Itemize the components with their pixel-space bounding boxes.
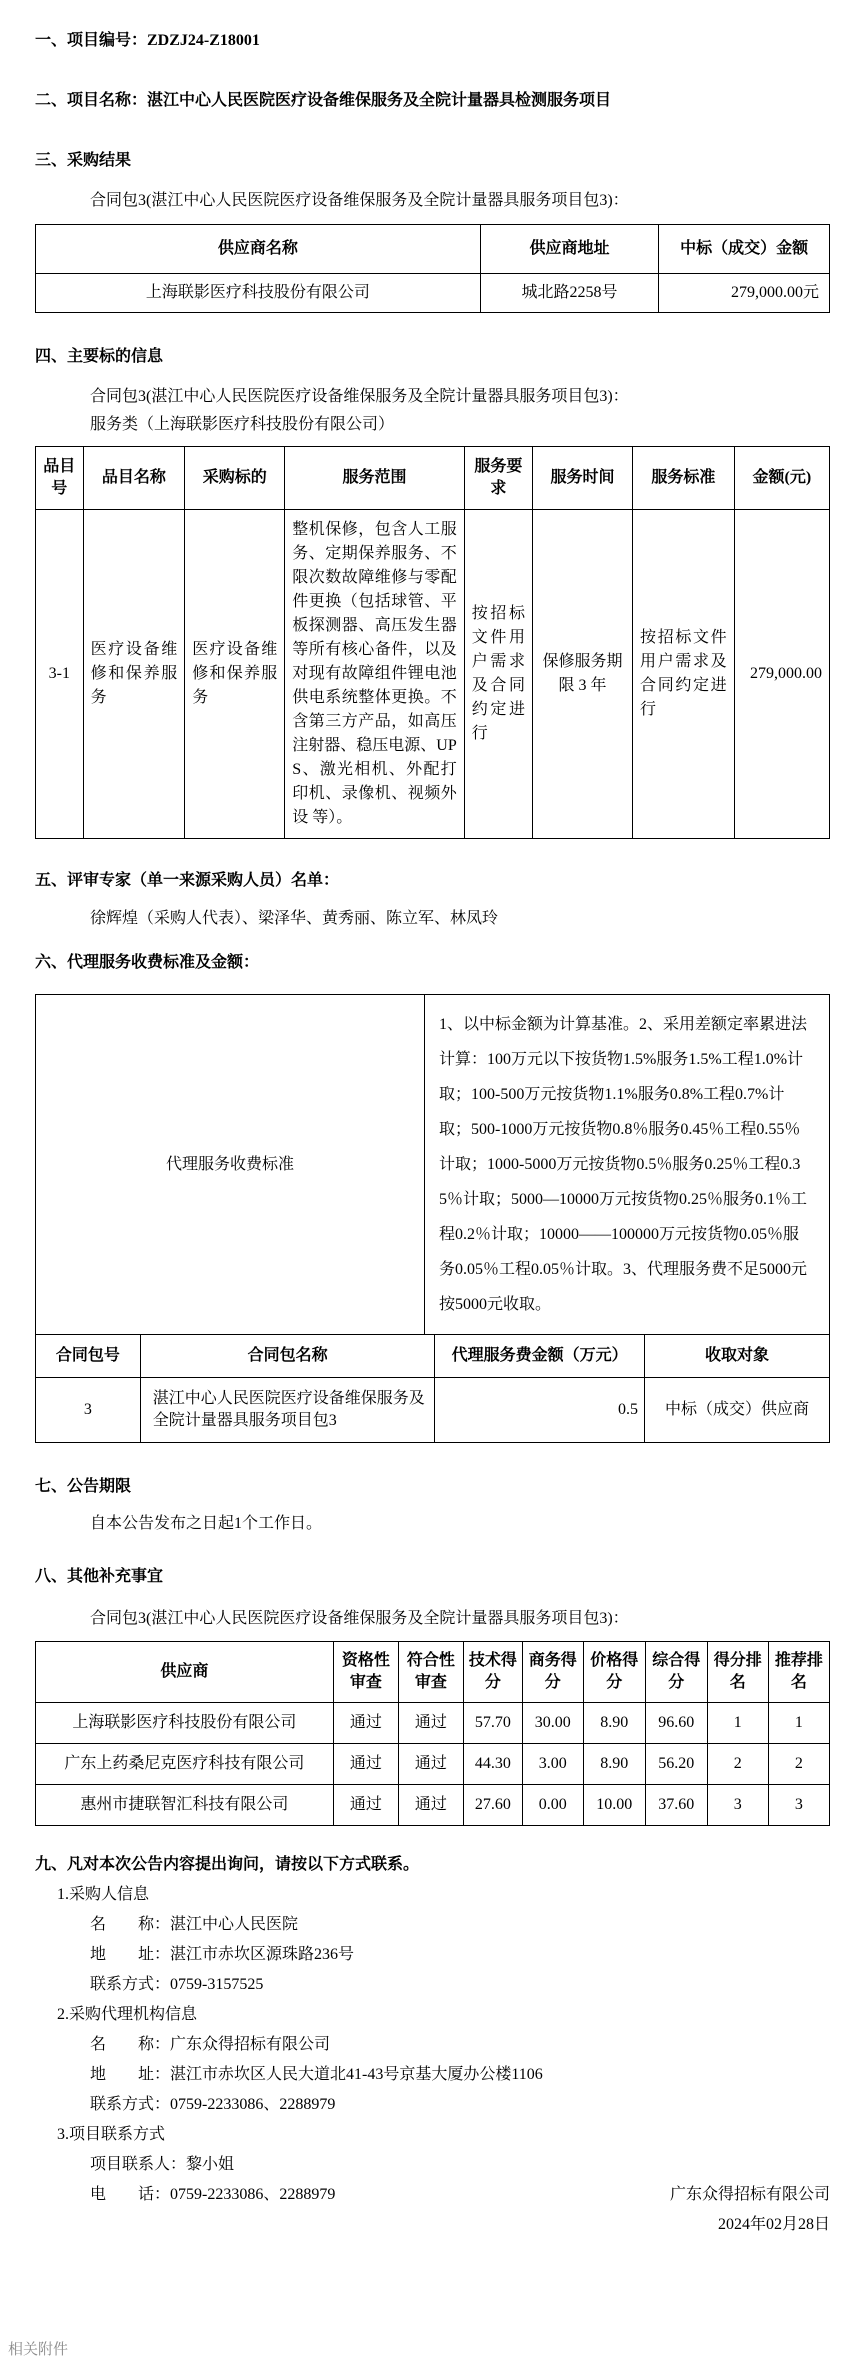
price-score-cell: 8.90 <box>583 1703 645 1744</box>
purchaser-info-title: 1.采购人信息 <box>57 1886 150 1903</box>
qualification-review-cell: 通过 <box>333 1785 398 1826</box>
column-header: 合同包名称 <box>140 1335 435 1378</box>
table-row <box>36 1378 830 1443</box>
business-score-cell: 3.00 <box>522 1744 583 1785</box>
conformity-review-cell: 通过 <box>398 1744 463 1785</box>
supplier-address-cell: 城北路2258号 <box>480 274 659 313</box>
package-number-cell: 3 <box>36 1378 141 1443</box>
technical-score-cell: 44.30 <box>463 1744 522 1785</box>
section-6-heading: 六、代理服务收费标准及金额： <box>35 954 260 971</box>
footer-date: 2024年02月28日 <box>717 2216 830 2233</box>
section-9-heading: 九、凡对本次公告内容提出询问，请按以下方式联系。 <box>35 1856 420 1873</box>
footer-company-name: 广东众得招标有限公司 <box>669 2186 830 2203</box>
agency-fee-standard-table <box>35 994 830 1335</box>
purchaser-name: 名 称：湛江中心人民医院 <box>90 1916 299 1933</box>
table-header-row <box>36 1335 830 1378</box>
project-contact-person: 项目联系人：黎小姐 <box>90 2156 235 2173</box>
agency-address: 地 址：湛江市赤坎区人民大道北41-43号京基大厦办公楼1106 <box>90 2066 543 2083</box>
column-header: 推荐排名 <box>768 1642 829 1703</box>
item-number-cell: 3-1 <box>36 510 84 839</box>
qualification-review-cell: 通过 <box>333 1703 398 1744</box>
section-4-package-line: 合同包3(湛江中心人民医院医疗设备维保服务及全院计量器具服务项目包3)： <box>90 388 629 405</box>
section-4-heading: 四、主要标的信息 <box>35 348 164 365</box>
score-rank-cell: 1 <box>707 1703 768 1744</box>
procurement-result-table <box>35 224 830 313</box>
table-row <box>36 1744 830 1785</box>
section-8-heading: 八、其他补充事宜 <box>35 1568 164 1585</box>
supplier-name-cell: 广东上药桑尼克医疗科技有限公司 <box>36 1744 334 1785</box>
award-amount-cell: 279,000.00元 <box>659 274 830 313</box>
attachment-link[interactable]: 相关附件 <box>8 2342 69 2358</box>
column-header: 供应商 <box>36 1642 334 1703</box>
total-score-cell: 96.60 <box>645 1703 707 1744</box>
item-name-cell: 医疗设备维修和保养服务 <box>83 510 185 839</box>
qualification-review-cell: 通过 <box>333 1744 398 1785</box>
fee-payer-cell: 中标（成交）供应商 <box>644 1378 829 1443</box>
column-header: 合同包号 <box>36 1335 141 1378</box>
section-3-package-line: 合同包3(湛江中心人民医院医疗设备维保服务及全院计量器具服务项目包3)： <box>90 192 629 209</box>
purchaser-contact: 联系方式：0759-3157525 <box>90 1976 264 1993</box>
supplier-name-cell: 上海联影医疗科技股份有限公司 <box>36 1703 334 1744</box>
column-header: 品目号 <box>36 447 84 510</box>
column-header: 得分排名 <box>707 1642 768 1703</box>
table-row <box>36 274 830 313</box>
column-header: 符合性审查 <box>398 1642 463 1703</box>
fee-standard-label-cell: 代理服务收费标准 <box>36 995 425 1335</box>
table-row <box>36 510 830 839</box>
amount-cell: 279,000.00 <box>734 510 829 839</box>
agency-fee-amount-cell: 0.5 <box>435 1378 645 1443</box>
score-rank-cell: 2 <box>707 1744 768 1785</box>
agency-info-title: 2.采购代理机构信息 <box>57 2006 198 2023</box>
conformity-review-cell: 通过 <box>398 1785 463 1826</box>
service-time-cell: 保修服务期限 3 年 <box>533 510 633 839</box>
column-header: 资格性审查 <box>333 1642 398 1703</box>
procurement-target-cell: 医疗设备维修和保养服务 <box>185 510 285 839</box>
package-name-cell: 湛江中心人民医院医疗设备维保服务及全院计量器具服务项目包3 <box>140 1378 435 1443</box>
column-header: 技术得分 <box>463 1642 522 1703</box>
recommend-rank-cell: 2 <box>768 1744 829 1785</box>
column-header: 价格得分 <box>583 1642 645 1703</box>
score-rank-cell: 3 <box>707 1785 768 1826</box>
table-row <box>36 1785 830 1826</box>
column-header: 代理服务费金额（万元） <box>435 1335 645 1378</box>
experts-list: 徐辉煌（采购人代表）、梁泽华、黄秀丽、陈立军、林凤玲 <box>90 910 499 927</box>
recommend-rank-cell: 1 <box>768 1703 829 1744</box>
section-7-heading: 七、公告期限 <box>35 1478 132 1495</box>
supplier-name-cell: 上海联影医疗科技股份有限公司 <box>36 274 481 313</box>
technical-score-cell: 57.70 <box>463 1703 522 1744</box>
agency-fee-package-table <box>35 1334 830 1443</box>
table-header-row <box>36 1642 830 1703</box>
conformity-review-cell: 通过 <box>398 1703 463 1744</box>
column-header: 收取对象 <box>644 1335 829 1378</box>
service-standard-cell: 按招标文件用户需求及合同约定进行 <box>633 510 735 839</box>
price-score-cell: 10.00 <box>583 1785 645 1826</box>
agency-contact: 联系方式：0759-2233086、2288979 <box>90 2096 336 2113</box>
business-score-cell: 30.00 <box>522 1703 583 1744</box>
purchaser-address: 地 址：湛江市赤坎区源珠路236号 <box>90 1946 355 1963</box>
project-contact-title: 3.项目联系方式 <box>57 2126 166 2143</box>
evaluation-score-table <box>35 1641 830 1826</box>
service-scope-cell: 整机保修，包含人工服务、定期保养服务、不限次数故障维修与零配件更换（包括球管、平板探测器、高压发生器等所有核心备件，以及对现有故障组件锂电池供电系统整体更换。不含第三方产品，如高压注射器、稳压电源、UPS、激光相机、外配打印机、录像机、视频外设 等）。 <box>285 510 464 839</box>
total-score-cell: 56.20 <box>645 1744 707 1785</box>
column-header: 服务标准 <box>633 447 735 510</box>
contact-info-block <box>35 1884 830 2176</box>
service-requirement-cell: 按招标文件用户需求及合同约定进行 <box>464 510 532 839</box>
column-header: 金额(元) <box>734 447 829 510</box>
column-header: 采购标的 <box>185 447 285 510</box>
section-4-category-line: 服务类（上海联影医疗科技股份有限公司） <box>90 416 395 433</box>
agency-name: 名 称：广东众得招标有限公司 <box>90 2036 331 2053</box>
bid-subject-table <box>35 446 830 839</box>
column-header: 供应商名称 <box>36 225 481 274</box>
column-header: 中标（成交）金额 <box>659 225 830 274</box>
section-1-heading: 一、项目编号：ZDZJ24-Z18001 <box>35 32 260 49</box>
announcement-period-text: 自本公告发布之日起1个工作日。 <box>90 1515 323 1532</box>
table-row <box>36 995 830 1335</box>
total-score-cell: 37.60 <box>645 1785 707 1826</box>
column-header: 服务范围 <box>285 447 464 510</box>
supplier-name-cell: 惠州市捷联智汇科技有限公司 <box>36 1785 334 1826</box>
column-header: 商务得分 <box>522 1642 583 1703</box>
column-header: 供应商地址 <box>480 225 659 274</box>
column-header: 综合得分 <box>645 1642 707 1703</box>
column-header: 服务要求 <box>464 447 532 510</box>
project-contact-phone: 电 话：0759-2233086、2288979 <box>90 2186 336 2203</box>
business-score-cell: 0.00 <box>522 1785 583 1826</box>
table-header-row <box>36 447 830 510</box>
fee-standard-text-cell: 1、以中标金额为计算基准。2、采用差额定率累进法计算：100万元以下按货物1.5%服务1.5%工程1.0%计取；100-500万元按货物1.1%服务0.8%工程0.7%计取；500-1000万元按货物0.8％服务0.45％工程0.55％计取；1000-5000万元按货物0.5％服务0.25％工程0.35％计取；5000—10000万元按货物0.25％服务0.1％工程0.2％计取；10000——100000万元按货物0.05％服务0.05％工程0.05％计取。3、代理服务费不足5000元按5000元收取。 <box>425 995 830 1335</box>
column-header: 服务时间 <box>533 447 633 510</box>
section-2-heading: 二、项目名称：湛江中心人民医院医疗设备维保服务及全院计量器具检测服务项目 <box>35 92 612 109</box>
table-row <box>36 1703 830 1744</box>
section-8-package-line: 合同包3(湛江中心人民医院医疗设备维保服务及全院计量器具服务项目包3)： <box>90 1610 629 1627</box>
table-header-row <box>36 225 830 274</box>
technical-score-cell: 27.60 <box>463 1785 522 1826</box>
section-3-heading: 三、采购结果 <box>35 152 132 169</box>
column-header: 品目名称 <box>83 447 185 510</box>
price-score-cell: 8.90 <box>583 1744 645 1785</box>
section-5-heading: 五、评审专家（单一来源采购人员）名单： <box>35 872 340 889</box>
recommend-rank-cell: 3 <box>768 1785 829 1826</box>
